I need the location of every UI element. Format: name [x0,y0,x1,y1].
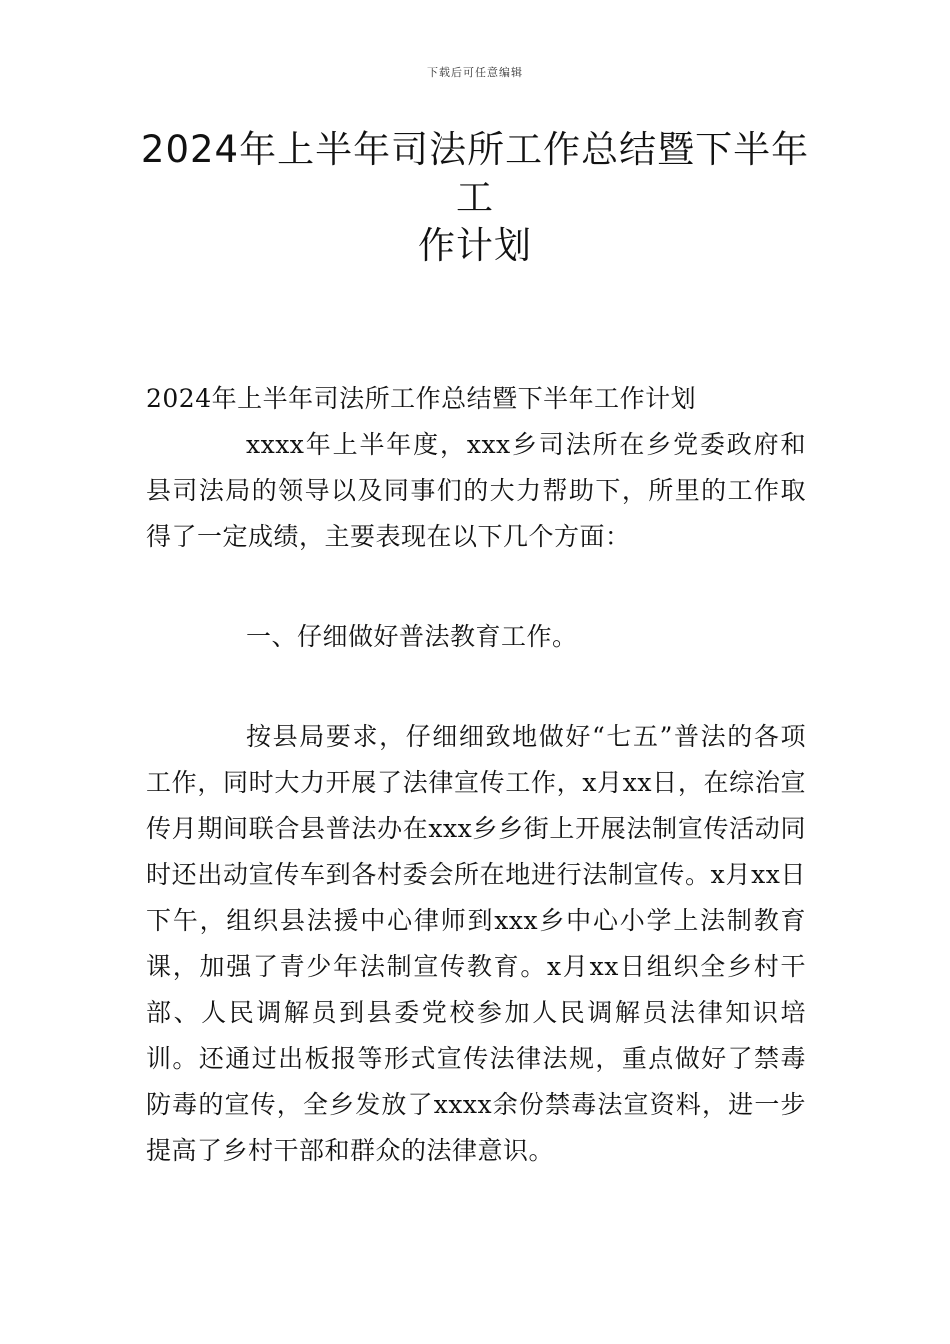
document-body [146,376,806,1174]
header-note: 下载后可任意编辑 [427,66,523,79]
section-1-heading: 一、仔细做好普法教育工作。 [246,622,578,651]
section-1-paragraph: 按县局要求，仔细细致地做好“七五”普法的各项工作，同时大力开展了法律宣传工作，x月xx日，在综治宣传月期间联合县普法办在xxx乡乡街上开展法制宣传活动同时还出动宣传车到各村委会所在地进行法制宣传。x月xx日下午，组织县法援中心律师到xxx乡中心小学上法制教育课，加强了青少年法制宣传教育。x月xx日组织全乡村干部、人民调解员到县委党校参加人民调解员法律知识培训。还通过出板报等形式宣传法律法规，重点做好了禁毒防毒的宣传，全乡发放了xxxx余份禁毒法宣资料，进一步提高了乡村干部和群众的法律意识。 [146,722,806,1165]
document-title-line-1: 2024年上半年司法所工作总结暨下半年工 [140,128,810,219]
document-title [140,126,810,270]
document-subtitle: 2024年上半年司法所工作总结暨下半年工作计划 [146,384,697,413]
intro-paragraph: xxxx年上半年度，xxx乡司法所在乡党委政府和县司法局的领导以及同事们的大力帮助下，所里的工作取得了一定成绩，主要表现在以下几个方面： [146,430,806,551]
document-title-line-2: 作计划 [418,224,532,267]
